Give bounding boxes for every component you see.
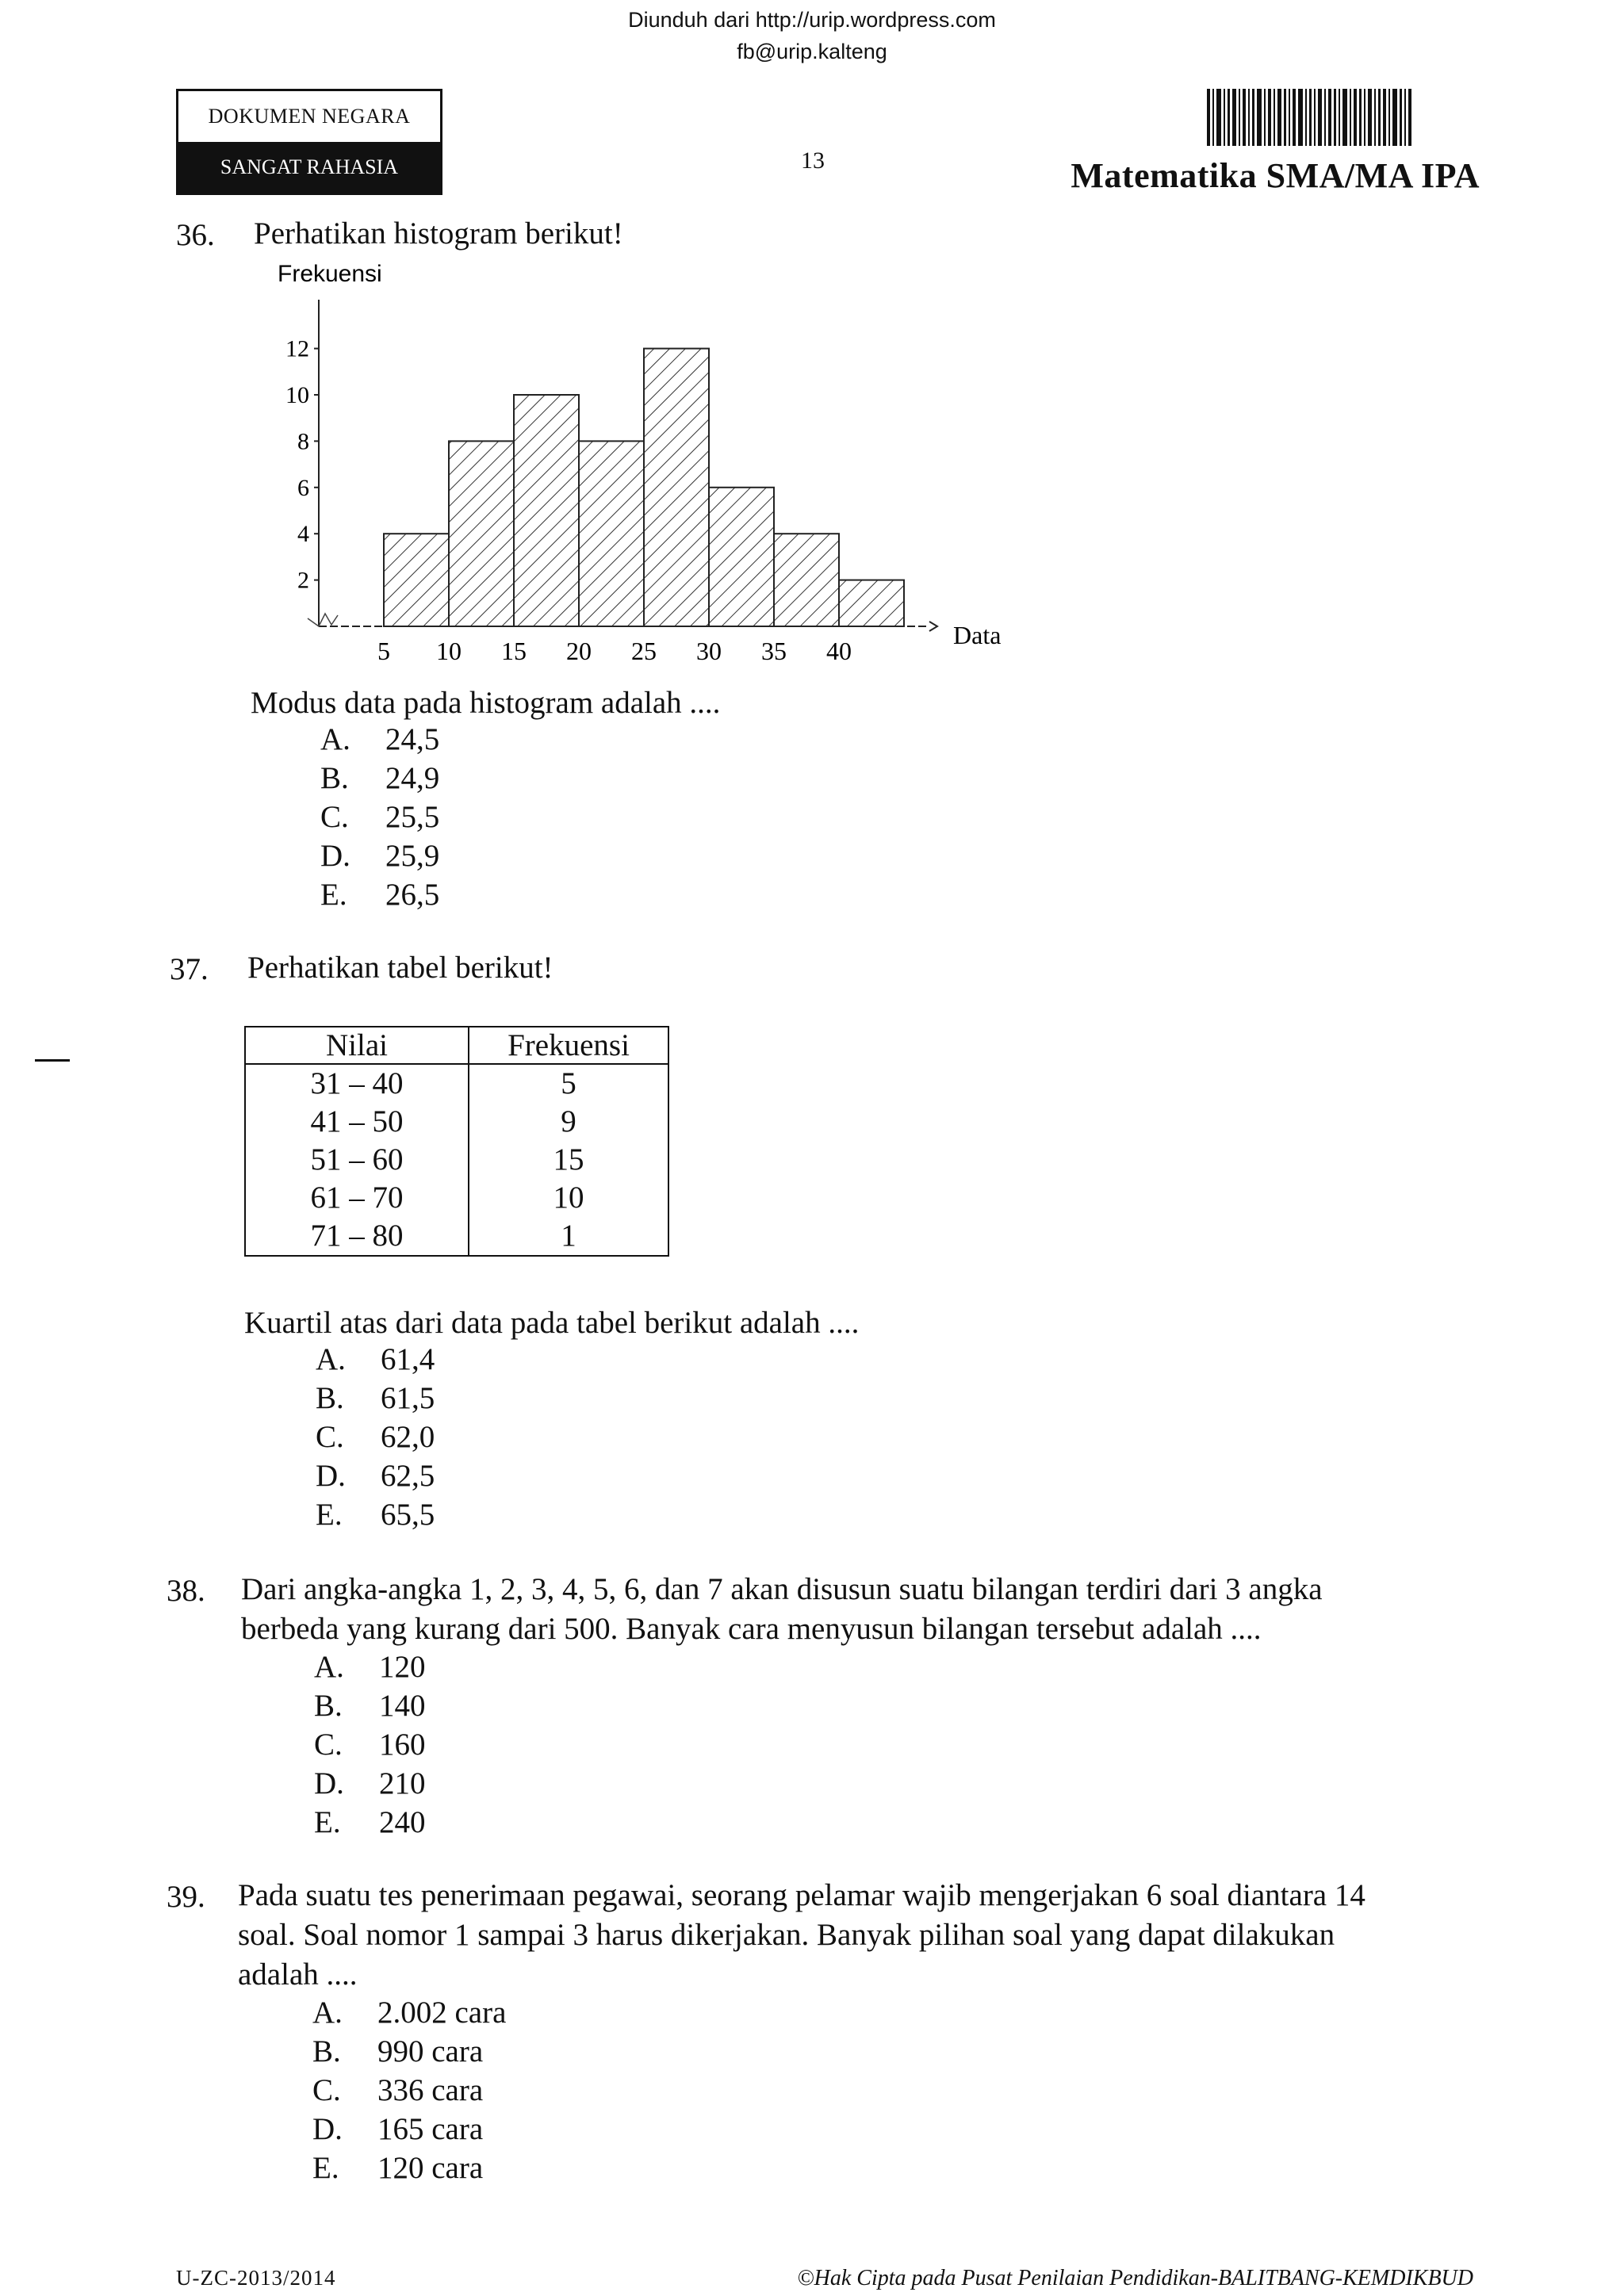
option-value: 120	[379, 1650, 426, 1684]
question-37-text: Perhatikan tabel berikut!	[247, 951, 553, 985]
option-letter: E.	[320, 878, 347, 912]
option-value: 990 cara	[377, 2034, 484, 2068]
y-tick-label: 8	[297, 428, 309, 455]
y-tick-label: 2	[297, 567, 309, 594]
question-36-text: Perhatikan histogram berikut!	[254, 216, 623, 251]
histogram-bar-3	[514, 395, 579, 626]
option-d[interactable]	[316, 1458, 435, 1497]
option-value: 210	[379, 1766, 426, 1800]
option-letter: B.	[316, 1381, 344, 1415]
option-c[interactable]	[314, 1727, 426, 1766]
option-letter: A.	[312, 1996, 343, 2030]
option-letter: E.	[314, 1805, 341, 1839]
question-38-line-2: berbeda yang kurang dari 500. Banyak cara menyusun bilangan tersebut adalah ....	[241, 1612, 1262, 1646]
histogram-y-ticks	[285, 336, 319, 594]
option-value: 336 cara	[377, 2073, 484, 2107]
question-37-number: 37.	[170, 952, 209, 986]
table-row	[245, 1140, 668, 1178]
question-37-options	[316, 1341, 435, 1536]
option-letter: A.	[314, 1650, 344, 1684]
option-letter: C.	[312, 2073, 341, 2107]
option-a[interactable]	[316, 1341, 435, 1380]
option-value: 24,5	[385, 722, 440, 756]
option-letter: C.	[314, 1728, 343, 1762]
option-value: 24,9	[385, 761, 440, 795]
histogram-bar-2	[449, 441, 514, 626]
option-value: 61,5	[381, 1381, 435, 1415]
option-c[interactable]	[316, 1419, 435, 1458]
exam-code: U-ZC-2013/2014	[176, 2266, 336, 2290]
option-value: 160	[379, 1728, 426, 1762]
question-39-line-2: soal. Soal nomor 1 sampai 3 harus dikerjakan. Banyak pilihan soal yang dapat dilakukan	[238, 1918, 1335, 1952]
option-letter: E.	[316, 1498, 343, 1532]
question-38-options	[314, 1649, 426, 1843]
option-letter: B.	[312, 2034, 341, 2068]
option-value: 62,0	[381, 1420, 435, 1454]
option-a[interactable]	[314, 1649, 426, 1688]
option-letter: D.	[320, 839, 350, 873]
option-value: 25,9	[385, 839, 440, 873]
barcode-icon	[1207, 89, 1477, 146]
frequency-table	[244, 1026, 669, 1257]
y-tick-label: 6	[297, 474, 309, 501]
x-tick-label: 20	[566, 637, 592, 665]
x-tick-label: 40	[826, 637, 852, 665]
option-letter: A.	[320, 722, 350, 756]
histogram-bars	[384, 349, 904, 626]
histogram-bar-5	[644, 349, 709, 626]
table-cell: 51 – 60	[245, 1140, 469, 1178]
option-value: 120 cara	[377, 2151, 484, 2185]
table-row	[245, 1216, 668, 1256]
option-d[interactable]	[314, 1766, 426, 1804]
option-e[interactable]	[314, 1804, 426, 1843]
x-tick-label: 35	[761, 637, 787, 665]
table-header-frekuensi: Frekuensi	[469, 1027, 668, 1064]
y-tick-label: 12	[285, 335, 309, 362]
option-d[interactable]	[312, 2111, 506, 2150]
option-b[interactable]	[312, 2034, 506, 2072]
option-value: 140	[379, 1689, 426, 1723]
option-c[interactable]	[320, 799, 439, 838]
page-number: 13	[801, 147, 825, 174]
table-cell: 5	[469, 1064, 668, 1102]
question-38-number: 38.	[167, 1574, 205, 1608]
option-value: 65,5	[381, 1498, 435, 1532]
table-cell: 31 – 40	[245, 1064, 469, 1102]
option-b[interactable]	[314, 1688, 426, 1727]
x-axis-arrow-icon	[929, 622, 937, 631]
stamp-top-label: DOKUMEN NEGARA	[208, 105, 411, 128]
margin-mark	[35, 1059, 70, 1062]
option-a[interactable]	[320, 721, 439, 760]
option-c[interactable]	[312, 2072, 506, 2111]
document-classification-stamp	[176, 89, 442, 195]
y-tick-label: 4	[297, 521, 309, 548]
x-tick-label: 15	[501, 637, 527, 665]
option-a[interactable]	[312, 1995, 506, 2034]
stamp-bottom-label: SANGAT RAHASIA	[178, 142, 440, 193]
x-tick-label: 25	[631, 637, 657, 665]
table-cell: 9	[469, 1102, 668, 1140]
option-letter: D.	[314, 1766, 344, 1800]
question-36-number: 36.	[176, 218, 215, 252]
option-letter: C.	[316, 1420, 344, 1454]
x-tick-label: 10	[436, 637, 462, 665]
question-39-line-3: adalah ....	[238, 1957, 358, 1992]
table-cell: 10	[469, 1178, 668, 1216]
option-e[interactable]	[316, 1497, 435, 1536]
facebook-line: fb@urip.kalteng	[737, 40, 887, 63]
histogram-bar-8	[839, 580, 904, 626]
table-cell: 15	[469, 1140, 668, 1178]
subject-title: Matematika SMA/MA IPA	[1071, 156, 1480, 195]
table-cell: 41 – 50	[245, 1102, 469, 1140]
histogram-bar-1	[384, 534, 449, 626]
table-row	[245, 1178, 668, 1216]
table-cell: 71 – 80	[245, 1216, 469, 1256]
question-36-prompt: Modus data pada histogram adalah ....	[251, 686, 721, 720]
question-39-line-1: Pada suatu tes penerimaan pegawai, seorang pelamar wajib mengerjakan 6 soal diantara 14	[238, 1878, 1365, 1912]
option-letter: B.	[314, 1689, 343, 1723]
table-cell: 61 – 70	[245, 1178, 469, 1216]
table-row	[245, 1064, 668, 1102]
histogram-bar-6	[709, 488, 774, 626]
x-tick-label: 5	[377, 637, 390, 665]
histogram-bar-7	[774, 534, 839, 626]
option-letter: A.	[316, 1342, 346, 1376]
option-value: 26,5	[385, 878, 440, 912]
option-e[interactable]	[312, 2150, 506, 2189]
histogram-bar-4	[579, 441, 644, 626]
table-header-row	[245, 1027, 668, 1064]
option-e[interactable]	[320, 877, 439, 916]
option-value: 62,5	[381, 1459, 435, 1493]
option-letter: D.	[312, 2112, 343, 2146]
x-tick-label: 30	[696, 637, 722, 665]
download-source-line: Diunduh dari http://urip.wordpress.com	[628, 8, 996, 32]
copyright-notice: ©Hak Cipta pada Pusat Penilaian Pendidikan-BALITBANG-KEMDIKBUD	[797, 2266, 1473, 2290]
option-d[interactable]	[320, 838, 439, 877]
y-tick-label: 10	[285, 382, 309, 408]
option-value: 240	[379, 1805, 426, 1839]
histogram-chart	[262, 254, 1039, 674]
table-cell: 1	[469, 1216, 668, 1256]
option-letter: B.	[320, 761, 349, 795]
table-header-nilai: Nilai	[245, 1027, 469, 1064]
option-b[interactable]	[320, 760, 439, 799]
option-letter: E.	[312, 2151, 339, 2185]
question-39-number: 39.	[167, 1880, 205, 1914]
option-value: 61,4	[381, 1342, 435, 1376]
axis-break-icon	[308, 614, 338, 626]
table-row	[245, 1102, 668, 1140]
option-b[interactable]	[316, 1380, 435, 1419]
option-value: 25,5	[385, 800, 440, 834]
histogram-y-axis-label: Frekuensi	[278, 261, 382, 287]
histogram-x-ticks	[377, 637, 852, 665]
option-letter: D.	[316, 1459, 346, 1493]
option-value: 2.002 cara	[377, 1996, 507, 2030]
option-letter: C.	[320, 800, 349, 834]
histogram-x-axis-label: Data	[953, 621, 1002, 649]
question-36-options	[320, 721, 439, 916]
option-value: 165 cara	[377, 2112, 484, 2146]
question-37-prompt: Kuartil atas dari data pada tabel berikut adalah ....	[244, 1306, 860, 1340]
question-39-options	[312, 1995, 506, 2189]
question-38-line-1: Dari angka-angka 1, 2, 3, 4, 5, 6, dan 7 akan disusun suatu bilangan terdiri dari 3 angka	[241, 1572, 1323, 1606]
